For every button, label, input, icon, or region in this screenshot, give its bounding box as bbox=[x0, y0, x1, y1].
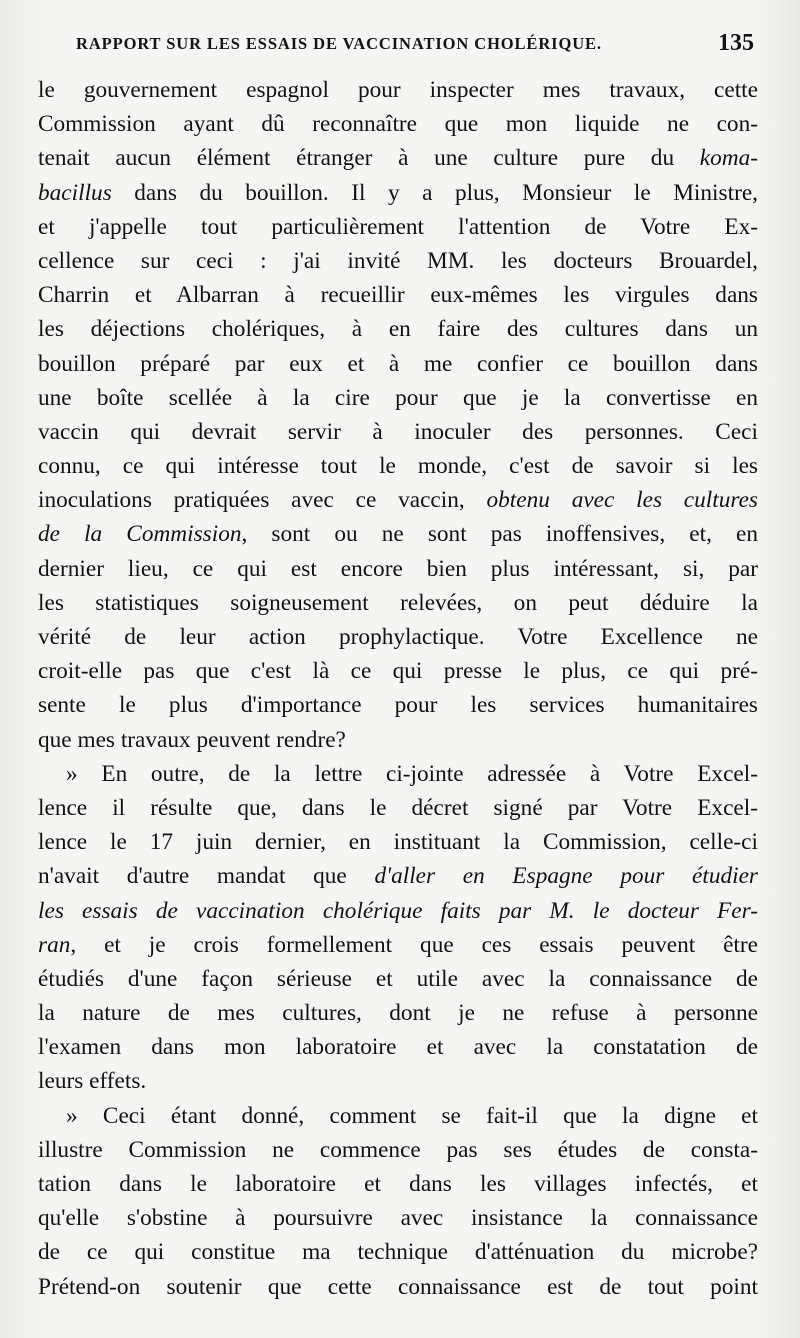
body-text bbox=[38, 73, 758, 1304]
text-line: Prétend-on soutenir que cette connaissance est de tout point bbox=[38, 1273, 758, 1300]
italic-phrase: de la Commission bbox=[38, 521, 242, 548]
text-line: lence il résulte que, dans le décret signé par Votre Excel- bbox=[38, 794, 758, 821]
running-head: RAPPORT SUR LES ESSAIS DE VACCINATION CHOLÉRIQUE. bbox=[76, 34, 602, 53]
text-line: illustre Commission ne commence pas ses études de consta- bbox=[38, 1136, 758, 1163]
text-line: que mes travaux peuvent rendre? bbox=[38, 726, 346, 753]
text-line: n'avait d'autre mandat que d'aller en Espagne pour étudier bbox=[38, 863, 758, 890]
text-line: inoculations pratiquées avec ce vaccin, obtenu avec les cultures bbox=[38, 487, 758, 514]
italic-phrase: les essais de vaccination cholérique faits par M. le docteur Fer- bbox=[38, 897, 758, 924]
text-line: Commission ayant dû reconnaître que mon liquide ne con- bbox=[38, 111, 758, 138]
text-line: ran, et je crois formellement que ces essais peuvent être bbox=[38, 931, 758, 958]
text-line: leurs effets. bbox=[38, 1068, 147, 1095]
text-line: l'examen dans mon laboratoire et avec la constatation de bbox=[38, 1034, 758, 1061]
text-line: tenait aucun élément étranger à une culture pure du koma- bbox=[38, 145, 759, 172]
text-line: la nature de mes cultures, dont je ne refuse à personne bbox=[38, 1000, 758, 1027]
text-line: croit-elle pas que c'est là ce qui presse le plus, ce qui pré- bbox=[38, 658, 758, 685]
text-line: le gouvernement espagnol pour inspecter mes travaux, cette bbox=[38, 77, 758, 103]
text-line: dernier lieu, ce qui est encore bien plus intéressant, si, par bbox=[38, 555, 758, 582]
text-line: » En outre, de la lettre ci-jointe adressée à Votre Excel- bbox=[66, 760, 758, 787]
text-line: Charrin et Albarran à recueillir eux-mêmes les virgules dans bbox=[38, 282, 758, 309]
text-line: bouillon préparé par eux et à me confier ce bouillon dans bbox=[38, 350, 758, 377]
text-line: vérité de leur action prophylactique. Votre Excellence ne bbox=[38, 624, 758, 650]
text-line: de ce qui constitue ma technique d'atténuation du microbe? bbox=[38, 1239, 758, 1266]
italic-phrase: ran bbox=[38, 931, 71, 958]
text-line: cellence sur ceci : j'ai invité MM. les docteurs Brouardel, bbox=[38, 247, 758, 274]
text-line: une boîte scellée à la cire pour que je la convertisse en bbox=[38, 384, 758, 411]
italic-term: koma- bbox=[699, 145, 759, 172]
italic-term: bacillus bbox=[38, 179, 112, 206]
text-line: les déjections cholériques, à en faire des cultures dans un bbox=[38, 316, 758, 343]
text-line: de la Commission, sont ou ne sont pas inoffensives, et, en bbox=[38, 521, 759, 548]
text-line bbox=[38, 894, 758, 928]
text-line: sente le plus d'importance pour les services humanitaires bbox=[38, 692, 758, 719]
text-line: » Ceci étant donné, comment se fait-il que la digne et bbox=[66, 1102, 758, 1129]
text-line: les statistiques soigneusement relevées, on peut déduire la bbox=[38, 589, 758, 616]
text-line: étudiés d'une façon sérieuse et utile avec la connaissance de bbox=[38, 965, 758, 992]
text-line: bacillus dans du bouillon. Il y a plus, Monsieur le Ministre, bbox=[38, 179, 758, 206]
italic-phrase: obtenu avec les cultures bbox=[486, 487, 758, 514]
text-line: et j'appelle tout particulièrement l'attention de Votre Ex- bbox=[38, 213, 758, 240]
text-line: vaccin qui devrait servir à inoculer des personnes. Ceci bbox=[38, 418, 758, 445]
italic-phrase: d'aller en Espagne pour étudier bbox=[374, 863, 758, 890]
text-line: tation dans le laboratoire et dans les villages infectés, et bbox=[38, 1171, 758, 1197]
page-number: 135 bbox=[718, 30, 754, 56]
text-line: qu'elle s'obstine à poursuivre avec insistance la connaissance bbox=[38, 1205, 758, 1232]
text-line: lence le 17 juin dernier, en instituant la Commission, celle-ci bbox=[38, 829, 758, 856]
text-line: connu, ce qui intéresse tout le monde, c'est de savoir si les bbox=[38, 453, 758, 480]
page-header bbox=[70, 30, 760, 60]
